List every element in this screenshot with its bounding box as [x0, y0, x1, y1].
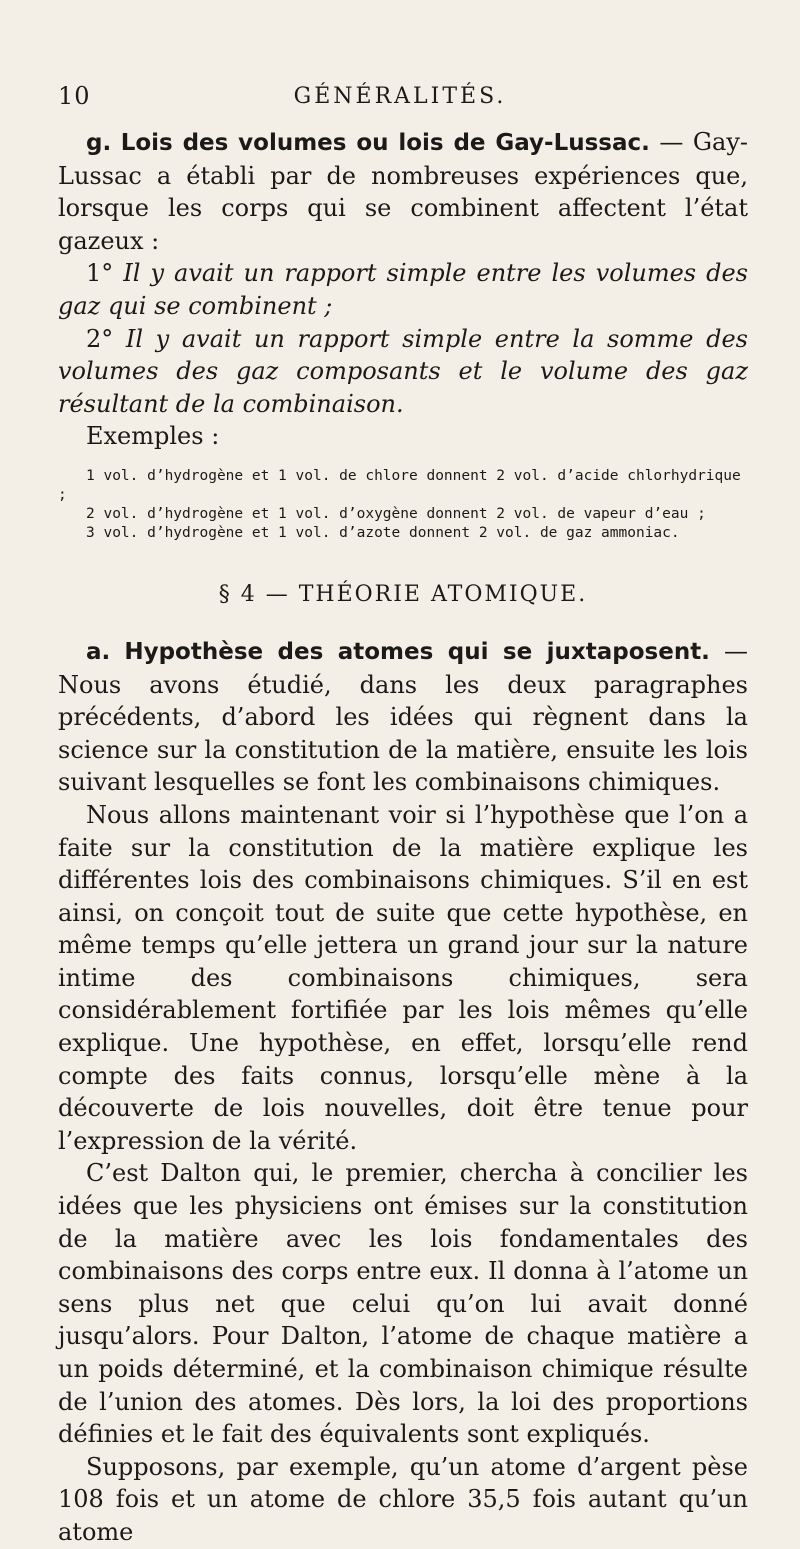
example-item: 2 vol. d’hydrogène et 1 vol. d’oxygène donnent 2 vol. de vapeur d’eau ; [86, 505, 706, 522]
example-item: 3 vol. d’hydrogène et 1 vol. d’azote donnent 2 vol. de gaz ammoniac. [86, 524, 680, 541]
hypothesis-intro-text: Nous avons étudié, dans les deux paragraphes précédents, d’abord les idées qui règnent dans la science sur la constitution de la matière, ensuite les lois suivant lesquelles se font les combinaisons chimiques. [58, 670, 748, 797]
section-heading-gay-lussac: Lois des volumes ou lois de Gay-Lussac. [120, 130, 650, 156]
law-1-text: Il y avait un rapport simple entre les volumes des gaz qui se combinent ; [58, 259, 748, 320]
book-page [40, 0, 760, 1546]
examples-label: Exemples : [86, 422, 220, 451]
paragraph-hypothesis-intro [58, 635, 748, 799]
heading-dash: — [709, 636, 749, 665]
law-1-number: 1° [86, 259, 124, 288]
page-number: 10 [58, 82, 91, 110]
running-title: GÉNÉRALITÉS. [293, 84, 507, 109]
law-2-text: Il y avait un rapport simple entre la somme des volumes des gaz composants et le volume des gaz résultant de la combinaison. [58, 324, 748, 418]
gay-lussac-intro-text: Gay-Lussac a établi par de nombreuses expériences que, lorsque les corps qui se combinent affectent l’état gazeux : [58, 128, 749, 255]
paragraph-hypothesis-laws: Nous allons maintenant voir si l’hypothèse que l’on a faite sur la constitution de la matière explique les différentes lois des combinaisons chimiques. S’il en est ainsi, on conçoit tout de suite que cette hypothèse, en même temps qu’elle jettera un grand jour sur la nature intime des combinaisons chimiques, sera considérablement fortifiée par les lois mêmes qu’elle explique. Une hypothèse, en effet, lorsqu’elle rend compte des faits connus, lorsqu’elle mène à la découverte de lois nouvelles, doit être tenue pour l’expression de la vérité. [58, 800, 748, 1155]
page-header [40, 82, 760, 112]
paragraph-example-silver: Supposons, par exemple, qu’un atome d’argent pèse 108 fois et un atome de chlore 35,5 fois autant qu’un atome [58, 1452, 748, 1546]
heading-dash: — [649, 128, 693, 156]
law-2-number: 2° [86, 324, 126, 353]
paragraph-dalton: C’est Dalton qui, le premier, chercha à concilier les idées que les physiciens ont émises sur la constitution de la matière avec les lois fondamentales des combinaisons des corps entre eux. Il donna à l’atome un sens plus net que celui qu’on lui avait donné jusqu’alors. Pour Dalton, l’atome de chaque matière a un poids déterminé, et la combinaison chimique résulte de l’union des atomes. Dès lors, la loi des proportions définies et le fait des équivalents sont expliqués. [58, 1159, 748, 1449]
section-marker-a: a. [86, 638, 111, 665]
law-1 [58, 257, 748, 322]
section-marker-g: g. [86, 130, 112, 156]
example-item: 1 vol. d’hydrogène et 1 vol. de chlore donnent 2 vol. d’acide chlorhydrique ; [58, 467, 741, 503]
section-title-atomic-theory: § 4 — THÉORIE ATOMIQUE. [218, 581, 588, 607]
law-2 [58, 323, 748, 421]
section-heading-hypothesis: Hypothèse des atomes qui se juxtaposent. [124, 638, 710, 665]
paragraph-gay-lussac-intro [58, 126, 748, 257]
examples-list [58, 467, 748, 543]
page-body [58, 126, 748, 1549]
